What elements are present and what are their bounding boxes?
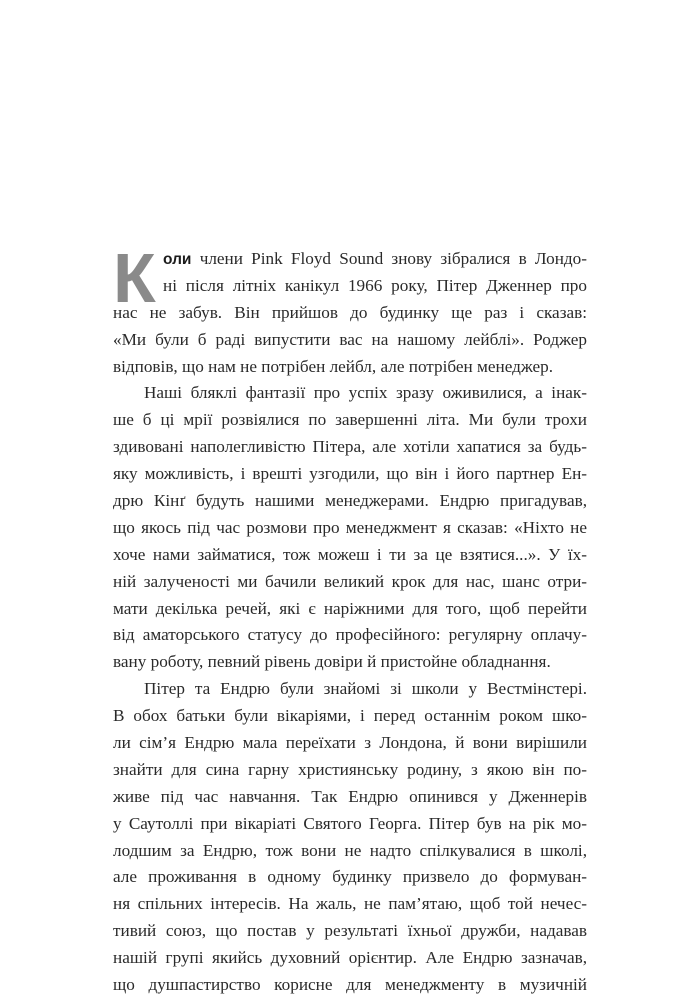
text-line: «Ми були б раді випустити вас на нашому лейблі». Роджер [113, 329, 587, 349]
text-line: живе під час навчання. Так Ендрю опинився у Дженнерів [113, 786, 587, 806]
text-line: відповів, що нам не потрібен лейбл, але потрібен менеджер. [113, 356, 554, 376]
text-line [113, 246, 587, 273]
text-line: Пітер та Ендрю були знайомі зі школи у Вестмінстері. [144, 679, 587, 699]
text-line: вану роботу, певний рівень довіри й пристойне обладнання. [113, 652, 551, 672]
text-line: яку можливість, і врешті узгодили, що він і його партнер Ен- [113, 464, 587, 484]
text-line: ня спільних інтересів. На жаль, не пам’ятаю, щоб той нечес- [113, 894, 587, 914]
text-line: Наші бляклі фантазії про успіх зразу оживилися, а інак- [144, 383, 587, 403]
text-line: але проживання в одному будинку призвело до формуван- [113, 867, 587, 887]
text-line: ше б ці мрії розвіялися по завершенні літа. Ми були трохи [113, 410, 587, 430]
text-line: що душпастирство корисне для менеджменту в музичній [113, 975, 587, 995]
text-line: що якось під час розмови про менеджмент я сказав: «Ніхто не [113, 517, 587, 537]
body-text [113, 239, 587, 999]
text-line: ли сім’я Ендрю мала переїхати з Лондона, й вони вирішили [113, 733, 587, 753]
text-line: здивовані наполегливістю Пітера, але хотіли хапатися за будь- [113, 437, 587, 457]
text-line: від аматорського статусу до професійного: регулярну оплачу- [113, 625, 587, 645]
text-line: дрю Кінґ будуть нашими менеджерами. Ендрю пригадував, [113, 491, 587, 511]
text-line: у Саутоллі при вікаріаті Святого Георга. Пітер був на рік мо- [113, 813, 587, 833]
text-line: нас не забув. Він прийшов до будинку ще раз і сказав: [113, 302, 587, 322]
text-line: В обох батьки були вікаріями, і перед останнім роком шко- [113, 706, 587, 726]
paragraph-3 [113, 676, 587, 999]
text-line: хоче нами займатися, тож можеш і ти за це взятися...». У їх- [113, 544, 587, 564]
text-line: знайти для сина гарну християнську родину, з якою він по- [113, 759, 587, 779]
drop-cap-letter: К [113, 239, 156, 317]
text-line: мати декілька речей, які є наріжними для того, щоб перейти [113, 598, 587, 618]
text-line: нашій групі якийсь духовний орієнтир. Але Ендрю зазначав, [113, 948, 587, 968]
text-line: лодшим за Ендрю, тож вони не надто спілкувалися в школі, [113, 840, 587, 860]
paragraph-2 [113, 380, 587, 676]
text-line: ній залученості ми бачили великий крок для нас, шанс отри- [113, 571, 587, 591]
text-line-content: члени Pink Floyd Sound знову зібралися в Лондо- [191, 249, 587, 268]
text-line: ні після літніх канікул 1966 року, Пітер Дженнер про [163, 275, 587, 295]
text-line: тивий союз, що постав у результаті їхньої дружби, надавав [113, 921, 587, 941]
lead-word: оли [163, 251, 192, 268]
paragraph-1 [113, 239, 587, 380]
